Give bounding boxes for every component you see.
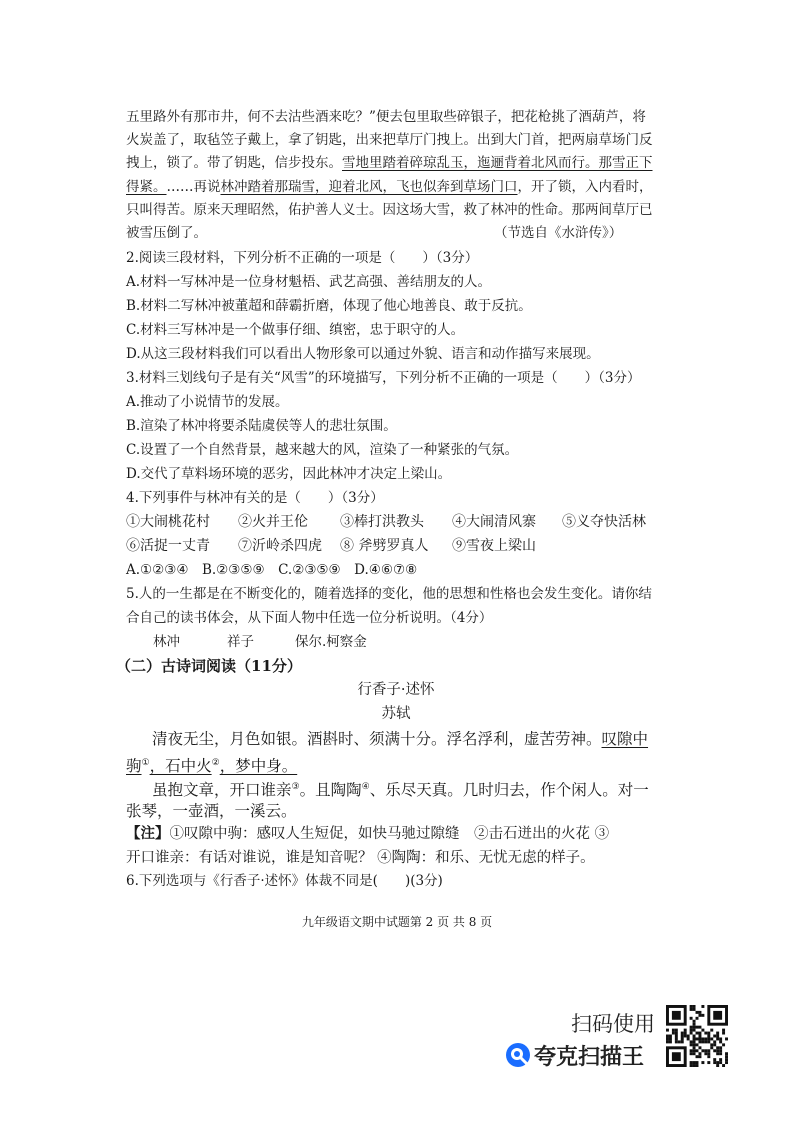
q4-event: ④大闹清风寨 (452, 514, 536, 530)
scan-prompt: 扫码使用 (571, 1012, 655, 1036)
poem-text: 虽抱文章，开口谁亲 (152, 781, 292, 800)
q4-event: ②火并王伦 (238, 514, 308, 530)
passage-line-6 (126, 223, 666, 243)
q3-option-a: A.推动了小说情节的发展。 (126, 394, 289, 410)
passage-line-4 (126, 177, 666, 197)
passage-line-2: 火炭盖了，取毡笠子戴上，拿了钥匙，出来把草厅门拽上。出到大门首，把两扇草场门反 (126, 132, 653, 148)
poem-underline: 叹隙中 (601, 730, 649, 748)
poem-title: 行香子·述怀 (357, 682, 435, 698)
passage-text: ，开了锁，入内看时， (517, 179, 653, 195)
q3-option-c: C.设置了一个自然背景，越来越大的风，渲染了一种紧张的气氛。 (126, 442, 519, 458)
q5-line-2: 合自己的读书体会，从下面人物中任选一位分析说明。（4分） (126, 610, 493, 626)
q3-option-d: D.交代了草料场环境的恶劣，因此林冲才决定上梁山。 (126, 466, 452, 482)
passage-line-5: 只叫得苦。原来天理昭然，佑护善人义士。因这场大雪，救了林冲的性命。那两间草厅已 (126, 202, 653, 218)
poem-underline: ，梦中身。 (219, 757, 298, 776)
q5-person: 祥子 (227, 634, 254, 650)
note-marker-2: ② (211, 758, 220, 768)
note-marker-3: ③ (291, 782, 300, 792)
q2-stem: 2.阅读三段材料，下列分析不正确的一项是（ ）（3分） (126, 250, 479, 266)
q5-people (153, 632, 693, 652)
q4-stem: 4.下列事件与林冲有关的是（ ）（3分） (126, 490, 384, 506)
q5-person: 保尔.柯察金 (295, 634, 367, 650)
q4-event: ⑨雪夜上梁山 (452, 538, 536, 554)
passage-source: （节选自《水浒传》） (494, 225, 623, 241)
poem-line-4: 张琴，一壶酒，一溪云。 (126, 802, 297, 820)
note-line-2: 开口谁亲：有话对谁说，谁是知音呢？ ④陶陶：和乐、无忧无虑的样子。 (126, 850, 595, 866)
q4-event: ①大闹桃花村 (126, 514, 210, 530)
poem-author: 苏轼 (381, 706, 411, 722)
poem-text: 。且陶陶 (299, 781, 362, 800)
q5-person: 林冲 (153, 634, 180, 650)
underlined-sentence-1-end: 得紧。 (126, 179, 167, 195)
q2-option-d: D.从这三段材料我们可以看出人物形象可以通过外貌、语言和动作描写来展现。 (126, 346, 600, 362)
poem-text: 、乐尽天真。几时归去，作个闲人。对一 (369, 781, 649, 800)
poem-text: 清夜无尘，月色如银。酒斟时、须满十分。浮名浮利，虚苦劳神。 (152, 730, 602, 748)
passage-text: ……再说 (166, 179, 221, 195)
note-tag: 【注】 (126, 825, 170, 842)
poem-underline: 驹 (126, 757, 142, 776)
note-marker-4: ④ (361, 782, 370, 792)
passage-line-3 (126, 153, 666, 173)
q4-event: ⑥活捉一丈青 (126, 538, 210, 554)
q2-option-a: A.材料一写林冲是一位身材魁梧、武艺高强、善结朋友的人。 (126, 274, 492, 290)
q4-event: ⑤义夺快活林 (562, 514, 646, 530)
qr-code-icon[interactable] (666, 1005, 728, 1067)
note-marker-1: ① (141, 758, 150, 768)
underlined-sentence-2: 林冲踏着那瑞雪，迎着北风，飞也似奔到草场门口 (220, 179, 518, 195)
q4-event: ⑦沂岭杀四虎 (238, 538, 322, 554)
poem-line-1 (152, 727, 692, 751)
note-text: ①叹隙中驹：感叹人生短促，如快马驰过隙缝 ②击石迸出的火花 ③ (169, 826, 610, 842)
q6-stem: 6.下列选项与《行香子·述怀》体裁不同是( )(3分) (126, 873, 443, 889)
page-footer: 九年级语文期中试题第 2 页 共 8 页 (301, 915, 493, 929)
q4-choices: A.①②③④ B.②③⑤⑨ C.②③⑤⑨ D.④⑥⑦⑧ (126, 562, 418, 578)
q4-events-row-1 (126, 512, 666, 532)
q4-event: ③棒打洪教头 (340, 514, 424, 530)
brand-name: 夸克扫描王 (534, 1045, 645, 1070)
section-heading: （二）古诗词阅读（11分） (116, 657, 302, 675)
q2-option-c: C.材料三写林冲是一个做事仔细、缜密，忠于职守的人。 (126, 322, 465, 338)
quark-logo-icon (505, 1042, 531, 1068)
q2-option-b: B.材料二写林冲被董超和薛霸折磨，体现了他心地善良、敢于反抗。 (126, 298, 532, 314)
note-line-1 (126, 823, 666, 845)
passage-line-1: 五里路外有那市井，何不去沽些酒来吃？”便去包里取些碎银子，把花枪挑了酒葫芦，将 (126, 109, 646, 125)
q3-stem: 3.材料三划线句子是有关“风雪”的环境描写，下列分析不正确的一项是（ ）（3分） (126, 370, 641, 386)
passage-text: 拽上，锁了。带了钥匙，信步投东。 (126, 155, 342, 171)
q5-line-1: 5.人的一生都是在不断变化的，随着选择的变化，他的思想和性格也会发生变化。请你结 (126, 586, 652, 602)
q3-option-b: B.渲染了林冲将要杀陆虞侯等人的悲壮氛围。 (126, 418, 397, 434)
underlined-sentence-1: 雪地里踏着碎琼乱玉，迤逦背着北风而行。那雪正下 (342, 155, 653, 171)
q4-event: ⑧ 斧劈罗真人 (340, 538, 429, 554)
poem-underline: ，石中火 (149, 757, 212, 776)
passage-text: 被雪压倒了。 (126, 225, 207, 241)
q4-events-row-2 (126, 536, 666, 556)
